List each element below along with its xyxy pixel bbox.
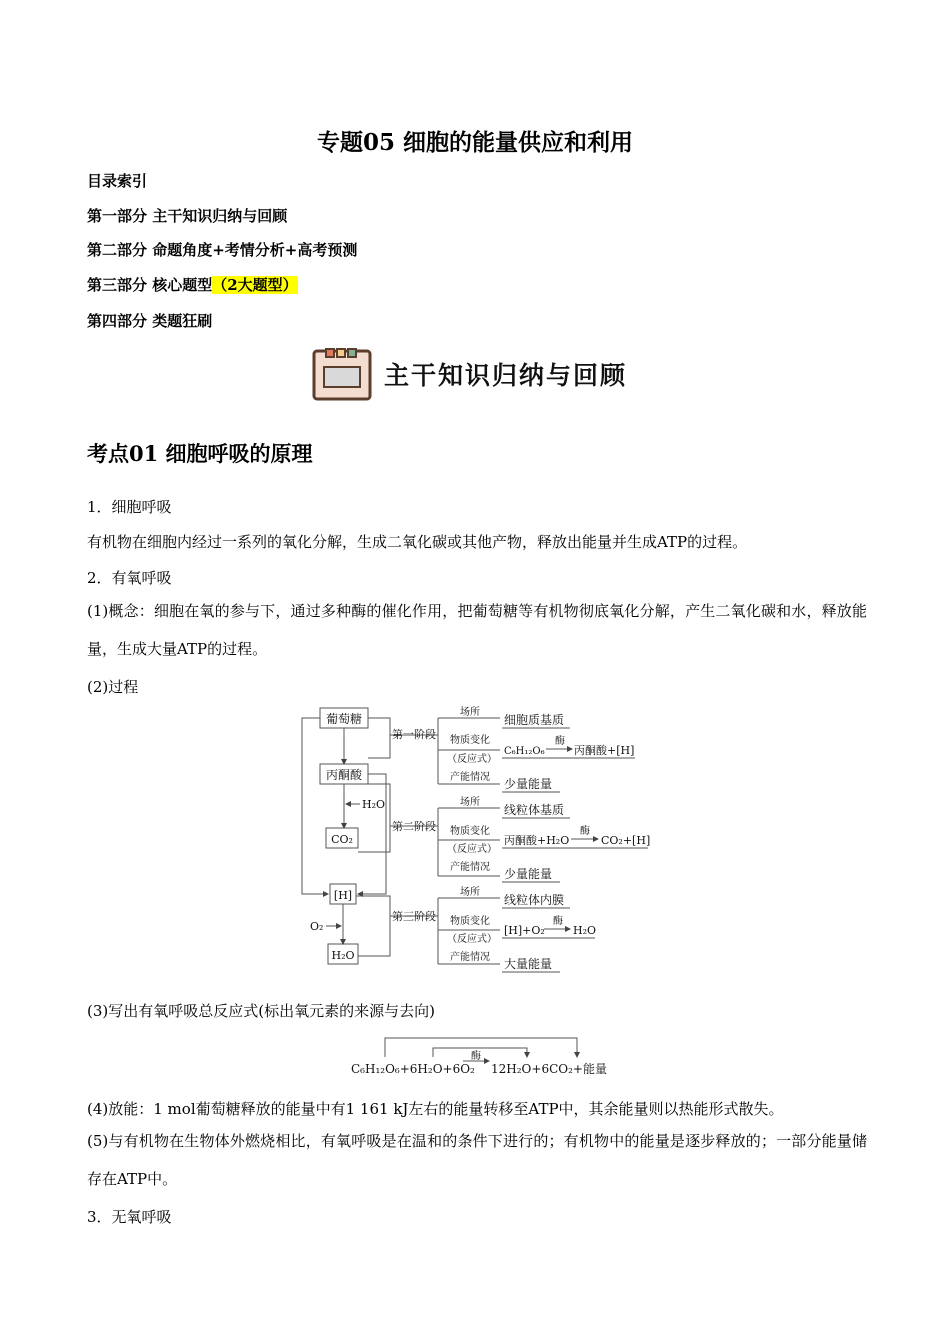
equation-enzyme: 酶 — [471, 1051, 481, 1062]
stage-energy: 少量能量 — [504, 777, 553, 791]
stage-place: 细胞质基质 — [504, 713, 565, 727]
stage-reaction-right: H₂O — [573, 924, 597, 937]
stage-name: 第二阶段 — [392, 820, 436, 833]
toc-part4: 第四部分 类题狂刷 — [87, 312, 213, 330]
toc-part3-label: 第三部分 核心题型 — [87, 276, 213, 294]
aerobic-energy: (4)放能：1 mol葡萄糖释放的能量中有1 161 kJ左右的能量转移至ATP中，其余能量则以热能形式散失。 — [87, 1100, 784, 1118]
stage-reaction-left: C₆H₁₂O₆ — [504, 746, 545, 757]
toc-heading: 目录索引 — [87, 172, 148, 190]
aerobic-concept: (1)概念：细胞在氧的参与下，通过多种酶的催化作用，把葡萄糖等有机物彻底氧化分解，产生二氧化碳和水，释放能量，生成大量ATP的过程。 — [87, 602, 867, 658]
node-o2: O₂ — [310, 920, 324, 933]
stage-name: 第三阶段 — [392, 910, 436, 923]
equation-left: C₆H₁₂O₆+6H₂O+6O₂ — [351, 1062, 475, 1076]
node-glucose: 葡萄糖 — [325, 712, 363, 726]
stage-reaction-left: [H]+O₂ — [504, 924, 545, 937]
stage-enzyme: 酶 — [555, 736, 565, 747]
stage-change-label: 物质变化 — [450, 826, 490, 837]
heading-anaerobic: 3．无氧呼吸 — [87, 1208, 172, 1226]
toc-part1: 第一部分 主干知识归纳与回顾 — [87, 207, 288, 225]
stage-change-label: 物质变化 — [450, 735, 490, 746]
stage-energy-label: 产能情况 — [450, 772, 490, 783]
page-title: 专题05 细胞的能量供应和利用 — [316, 129, 633, 156]
stage-change-label: 物质变化 — [450, 916, 490, 927]
stage-reaction-label: （反应式） — [447, 844, 497, 855]
overall-equation — [345, 1030, 615, 1080]
heading-aerobic: 2．有氧呼吸 — [87, 569, 172, 587]
banner-title: 主干知识归纳与回顾 — [384, 361, 628, 390]
toc-part2: 第二部分 命题角度+考情分析+高考预测 — [87, 241, 358, 259]
stage-place-label: 场所 — [460, 797, 480, 808]
cell-respiration-definition: 有机物在细胞内经过一系列的氧化分解，生成二氧化碳或其他产物，释放出能量并生成ATP的过程。 — [87, 533, 748, 551]
aerobic-process-label: (2)过程 — [87, 678, 139, 696]
stage-reaction-right: CO₂+[H] — [601, 834, 651, 847]
stage-energy: 大量能量 — [504, 957, 553, 971]
stage-place: 线粒体内膜 — [504, 893, 565, 907]
stage-place-label: 场所 — [460, 887, 480, 898]
section-title: 考点01 细胞呼吸的原理 — [87, 441, 313, 466]
stage-place: 线粒体基质 — [504, 803, 565, 817]
stage-name: 第一阶段 — [392, 728, 436, 741]
stage-enzyme: 酶 — [553, 916, 563, 927]
toc-part3-highlight: （2大题型） — [212, 276, 298, 294]
heading-cell-respiration: 1．细胞呼吸 — [87, 498, 172, 516]
stage-energy-label: 产能情况 — [450, 862, 490, 873]
node-nadh: [H] — [333, 889, 353, 902]
node-pyruvate: 丙酮酸 — [325, 768, 363, 782]
stage-reaction-label: （反应式） — [447, 754, 497, 765]
stage-energy-label: 产能情况 — [450, 952, 490, 963]
equation-label: (3)写出有氧呼吸总反应式(标出氧元素的来源与去向) — [87, 1002, 435, 1020]
stage-place-label: 场所 — [460, 707, 480, 718]
stage-reaction-left: 丙酮酸+H₂O — [504, 834, 570, 847]
node-h2o-out: H₂O — [331, 949, 355, 962]
node-co2: CO₂ — [331, 833, 353, 846]
aerobic-compare: (5)与有机物在生物体外燃烧相比，有氧呼吸是在温和的条件下进行的；有机物中的能量是逐步释放的；一部分能量储存在ATP中。 — [87, 1132, 867, 1188]
stage-energy: 少量能量 — [504, 867, 553, 881]
toc-part3 — [87, 274, 298, 295]
stage-enzyme: 酶 — [580, 826, 590, 837]
equation-right: 12H₂O+6CO₂+能量 — [491, 1062, 607, 1076]
stage-reaction-right: 丙酮酸+[H] — [574, 744, 635, 757]
node-h2o-in: H₂O — [362, 798, 386, 811]
aerobic-process-diagram — [290, 700, 670, 975]
stage-reaction-label: （反应式） — [447, 934, 497, 945]
